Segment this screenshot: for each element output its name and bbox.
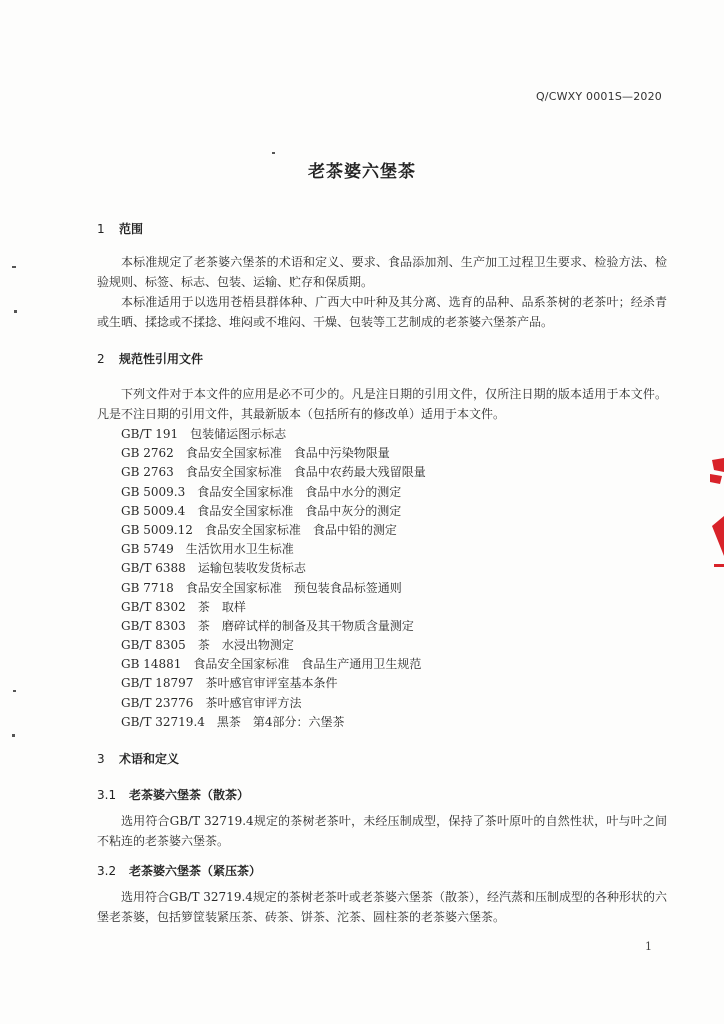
section-number: 3 <box>97 752 105 766</box>
reference-title: 生活饮用水卫生标准 <box>185 542 294 557</box>
reference-item <box>121 713 426 732</box>
reference-title: 包装储运图示标志 <box>190 427 287 441</box>
reference-title: 食品安全国家标准 食品中农药最大残留限量 <box>185 465 426 480</box>
reference-code: GB/T 8303 <box>121 618 186 633</box>
section-title: 术语和定义 <box>119 752 180 766</box>
reference-code: GB/T 8302 <box>121 599 186 614</box>
reference-code: GB 2762 <box>121 446 174 461</box>
reference-item <box>121 598 426 617</box>
reference-title: 黑茶 第4部分：六堡茶 <box>216 714 345 729</box>
subsection-title: 老茶婆六堡茶（散茶） <box>129 788 250 802</box>
reference-item <box>121 444 426 463</box>
subsection-3-1-definition: 选用符合GB/T 32719.4规定的茶树老茶叶，未经压制成型，保持了茶叶原叶的自然性状，叶与叶之间不粘连的老茶婆六堡茶。 <box>97 814 667 848</box>
section-number: 2 <box>97 352 105 366</box>
scan-speck <box>14 310 17 313</box>
section-number: 1 <box>97 222 105 236</box>
subsection-3-2-heading <box>97 862 261 879</box>
reference-title: 食品安全国家标准 预包装食品标签通则 <box>185 580 402 595</box>
subsection-3-1-heading <box>97 786 249 803</box>
reference-title: 食品安全国家标准 食品中污染物限量 <box>185 446 390 461</box>
reference-title: 食品安全国家标准 食品生产通用卫生规范 <box>193 657 422 672</box>
red-seal-fragment <box>706 456 724 576</box>
document-code: Q/CWXY 0001S—2020 <box>535 90 662 103</box>
reference-item <box>121 425 426 444</box>
reference-code: GB 7718 <box>121 580 174 595</box>
reference-title: 食品安全国家标准 食品中铅的测定 <box>204 522 397 537</box>
document-title: 老茶婆六堡茶 <box>308 162 416 182</box>
reference-item <box>121 463 426 482</box>
reference-item <box>121 559 426 578</box>
reference-code: GB/T 6388 <box>121 561 186 576</box>
reference-item <box>121 483 426 502</box>
scan-speck <box>12 734 15 737</box>
section-title: 范围 <box>119 222 144 236</box>
reference-code: GB 2763 <box>121 465 174 480</box>
page-number: 1 <box>645 940 652 953</box>
reference-item <box>121 674 426 693</box>
reference-item <box>121 617 426 636</box>
reference-title: 茶 取样 <box>197 599 246 614</box>
section-3-heading <box>97 750 179 767</box>
reference-code: GB 5009.3 <box>121 484 186 499</box>
reference-code: GB 5009.4 <box>121 503 186 518</box>
reference-title: 食品安全国家标准 食品中水分的测定 <box>197 484 402 499</box>
reference-item <box>121 694 426 713</box>
reference-item <box>121 579 426 598</box>
section-1-paragraph-2: 本标准适用于以选用苍梧县群体种、广西大中叶种及其分离、选育的品种、品系茶树的老茶叶；经杀青或生晒、揉捻或不揉捻、堆闷或不堆闷、干燥、包装等工艺制成的老茶婆六堡茶产品。 <box>97 295 667 329</box>
subsection-title: 老茶婆六堡茶（紧压茶） <box>129 864 262 878</box>
reference-title: 茶 水浸出物测定 <box>197 638 294 653</box>
reference-item <box>121 521 426 540</box>
reference-item <box>121 502 426 521</box>
reference-title: 茶 磨碎试样的制备及其干物质含量测定 <box>197 618 414 633</box>
scan-speck <box>272 152 275 154</box>
reference-code: GB/T 23776 <box>121 695 194 710</box>
section-2-heading <box>97 350 203 367</box>
reference-code: GB/T 191 <box>121 427 179 441</box>
reference-item <box>121 636 426 655</box>
scan-speck <box>12 266 16 268</box>
reference-code: GB/T 32719.4 <box>121 714 205 729</box>
reference-item <box>121 540 426 559</box>
scan-speck <box>13 690 16 692</box>
reference-item <box>121 655 426 674</box>
reference-title: 食品安全国家标准 食品中灰分的测定 <box>197 503 402 518</box>
section-1-paragraph-1: 本标准规定了老茶婆六堡茶的术语和定义、要求、食品添加剂、生产加工过程卫生要求、检验方法、检验规则、标签、标志、包装、运输、贮存和保质期。 <box>97 255 667 289</box>
reference-list <box>121 425 426 732</box>
reference-code: GB/T 18797 <box>121 676 194 691</box>
reference-code: GB 14881 <box>121 657 182 672</box>
subsection-3-2-definition: 选用符合GB/T 32719.4规定的茶树老茶叶或老茶婆六堡茶（散茶），经汽蒸和压制成型的各种形状的六堡老茶婆，包括箩筐装紧压茶、砖茶、饼茶、沱茶、圆柱茶的老茶婆六堡茶。 <box>97 890 667 924</box>
reference-code: GB 5749 <box>121 542 174 557</box>
section-title: 规范性引用文件 <box>119 352 204 366</box>
subsection-number: 3.1 <box>97 788 117 802</box>
reference-code: GB/T 8305 <box>121 638 186 653</box>
reference-title: 运输包装收发货标志 <box>197 561 306 576</box>
reference-title: 茶叶感官审评室基本条件 <box>205 676 338 691</box>
subsection-number: 3.2 <box>97 864 117 878</box>
reference-code: GB 5009.12 <box>121 522 193 537</box>
reference-title: 茶叶感官审评方法 <box>205 695 302 710</box>
section-1-heading <box>97 220 143 237</box>
section-2-paragraph: 下列文件对于本文件的应用是必不可少的。凡是注日期的引用文件，仅所注日期的版本适用于本文件。凡是不注日期的引用文件，其最新版本（包括所有的修改单）适用于本文件。 <box>97 387 667 421</box>
